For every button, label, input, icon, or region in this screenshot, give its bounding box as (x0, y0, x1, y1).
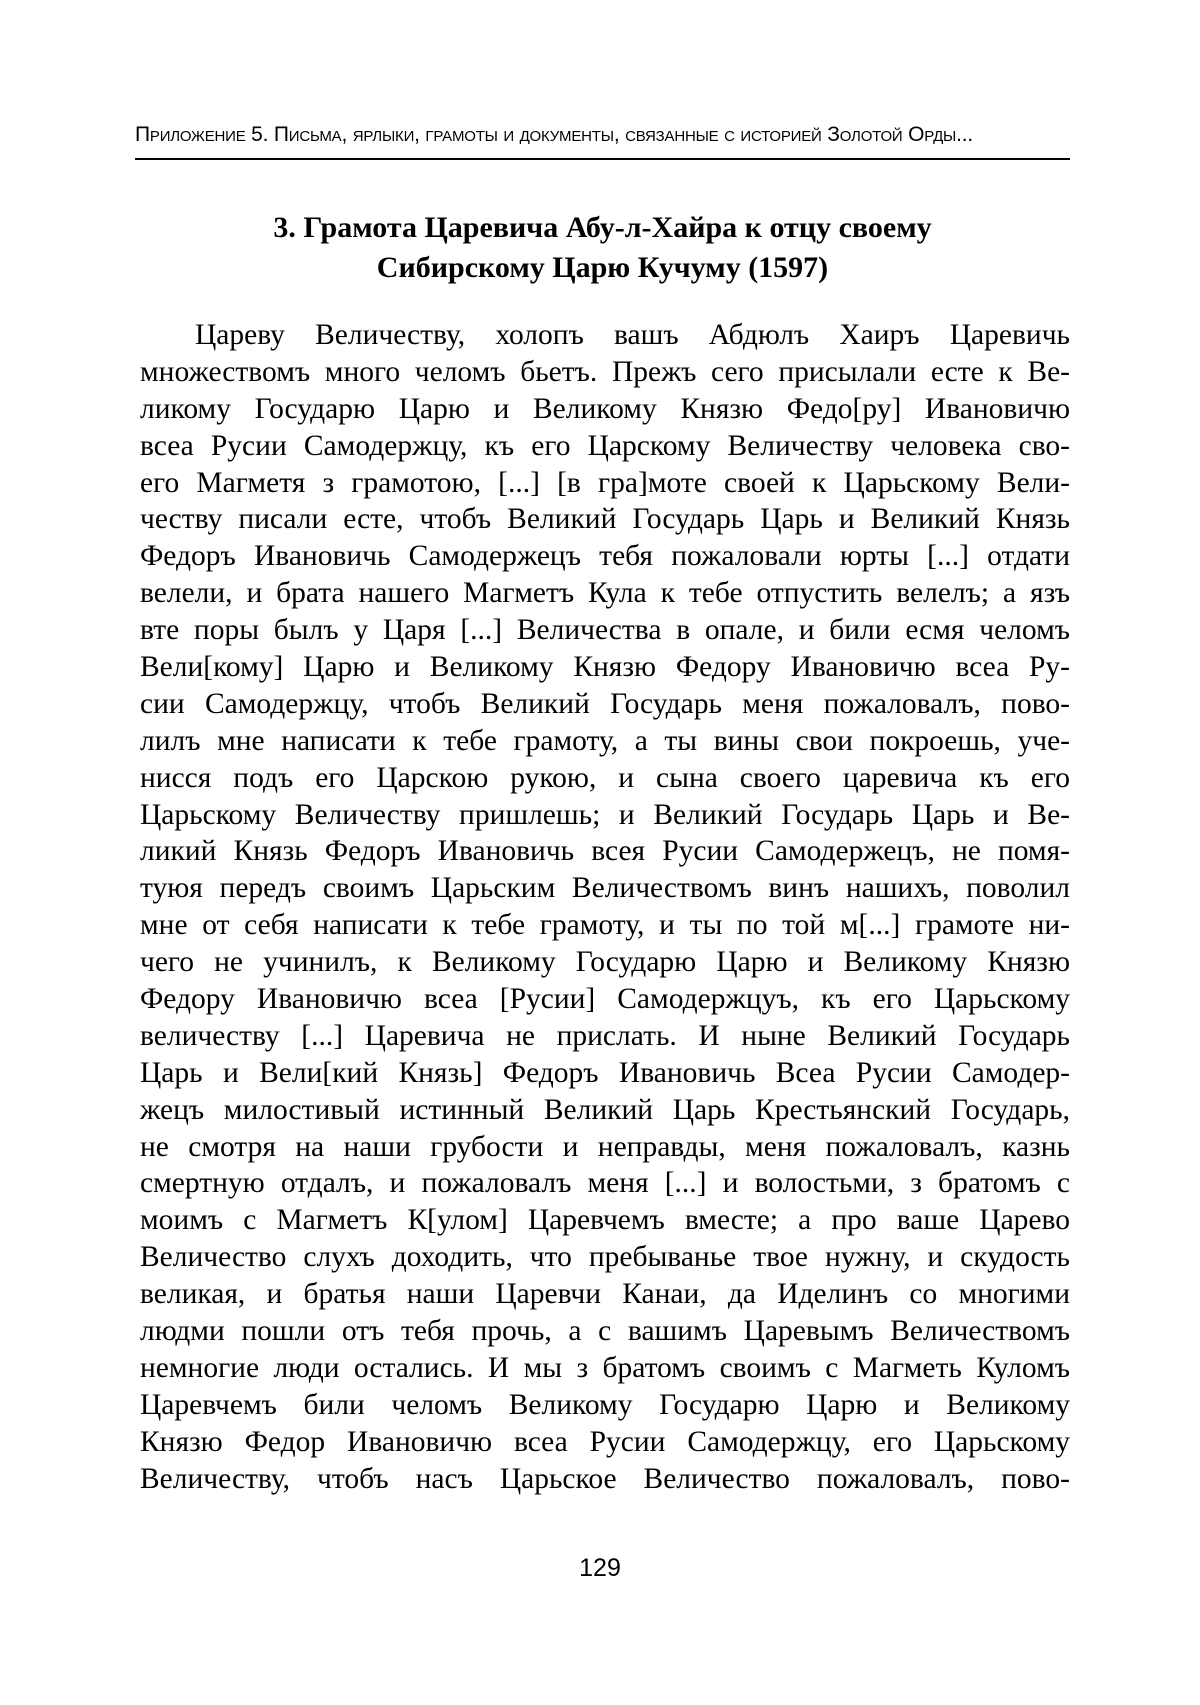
text-line: немногие люди остались. И мы з братомъ своимъ с Магметь Куломъ (140, 1350, 1070, 1387)
text-line: великая, и братья наши Царевчи Канаи, да Иделинъ со многими (140, 1276, 1070, 1313)
text-line: вте поры былъ у Царя [...] Величества в опале, и били есмя челомъ (140, 612, 1070, 649)
text-line: сии Самодержцу, чтобъ Великий Государь меня пожаловалъ, пово- (140, 686, 1070, 723)
text-line: смертную отдалъ, и пожаловалъ меня [...] и волостьми, з братомъ с (140, 1165, 1070, 1202)
text-line: Князю Федор Ивановичю всеа Русии Самодержцу, его Царьскому (140, 1424, 1070, 1461)
text-line: множествомъ много челомъ бьетъ. Прежъ сего присылали есте к Ве- (140, 354, 1070, 391)
document-title (135, 208, 1070, 288)
text-line: Величеству, чтобъ насъ Царьское Величество пожаловалъ, пово- (140, 1461, 1070, 1498)
text-line: Царевчемъ били челомъ Великому Государю Царю и Великому (140, 1387, 1070, 1424)
text-line: туюя передъ своимъ Царьским Величествомъ винъ нашихъ, поволил (140, 870, 1070, 907)
text-line: величеству [...] Царевича не прислать. И ныне Великий Государь (140, 1018, 1070, 1055)
title-line-2: Сибирскому Царю Кучуму (1597) (135, 248, 1070, 288)
text-line: нисся подъ его Царскою рукою, и сына своего царевича къ его (140, 760, 1070, 797)
text-line: Царь и Вели[кий Князь] Федоръ Ивановичь Всеа Русии Самодер- (140, 1055, 1070, 1092)
text-line: людми пошли отъ тебя прочь, а с вашимъ Царевымъ Величествомъ (140, 1313, 1070, 1350)
text-line: жецъ милостивый истинный Великий Царь Крестьянский Государь, (140, 1092, 1070, 1129)
text-line: чего не учинилъ, к Великому Государю Царю и Великому Князю (140, 944, 1070, 981)
title-line-1: 3. Грамота Царевича Абу-л-Хайра к отцу своему (135, 208, 1070, 248)
text-line: Федоръ Ивановичь Самодержецъ тебя пожаловали юрты [...] отдати (140, 538, 1070, 575)
text-line: всеа Русии Самодержцу, къ его Царскому Величеству человека сво- (140, 428, 1070, 465)
text-line: ликий Князь Федоръ Ивановичь всея Русии Самодержецъ, не помя- (140, 833, 1070, 870)
text-line: Царьскому Величеству пришлешь; и Великий Государь Царь и Ве- (140, 797, 1070, 834)
header-rule (135, 158, 1070, 160)
body-text (140, 317, 1070, 1498)
text-line: Вели[кому] Царю и Великому Князю Федору Ивановичю всеа Ру- (140, 649, 1070, 686)
text-line: Цареву Величеству, холопъ вашъ Абдюлъ Хаиръ Царевичь (140, 317, 1070, 354)
text-line: велели, и брата нашего Магметъ Кула к тебе отпустить велелъ; а язъ (140, 575, 1070, 612)
text-line: мне от себя написати к тебе грамоту, и ты по той м[...] грамоте ни- (140, 907, 1070, 944)
text-line: не смотря на наши грубости и неправды, меня пожаловалъ, казнь (140, 1129, 1070, 1166)
text-line: ликому Государю Царю и Великому Князю Федо[ру] Ивановичю (140, 391, 1070, 428)
running-header: Приложение 5. Письма, ярлыки, грамоты и документы, связанные с историей Золотой Орды... (135, 124, 1070, 145)
text-line: честву писали есте, чтобъ Великий Государь Царь и Великий Князь (140, 501, 1070, 538)
text-line: лилъ мне написати к тебе грамоту, а ты вины свои покроешь, уче- (140, 723, 1070, 760)
page-number: 129 (0, 1553, 1200, 1583)
text-line: Федору Ивановичю всеа [Русии] Самодержцуъ, къ его Царьскому (140, 981, 1070, 1018)
text-line: Величество слухъ доходить, что пребыванье твое нужну, и скудость (140, 1239, 1070, 1276)
text-line: моимъ с Магметъ К[улом] Царевчемъ вместе; а про ваше Царево (140, 1202, 1070, 1239)
text-line: его Магметя з грамотою, [...] [в гра]моте своей к Царьскому Вели- (140, 465, 1070, 502)
